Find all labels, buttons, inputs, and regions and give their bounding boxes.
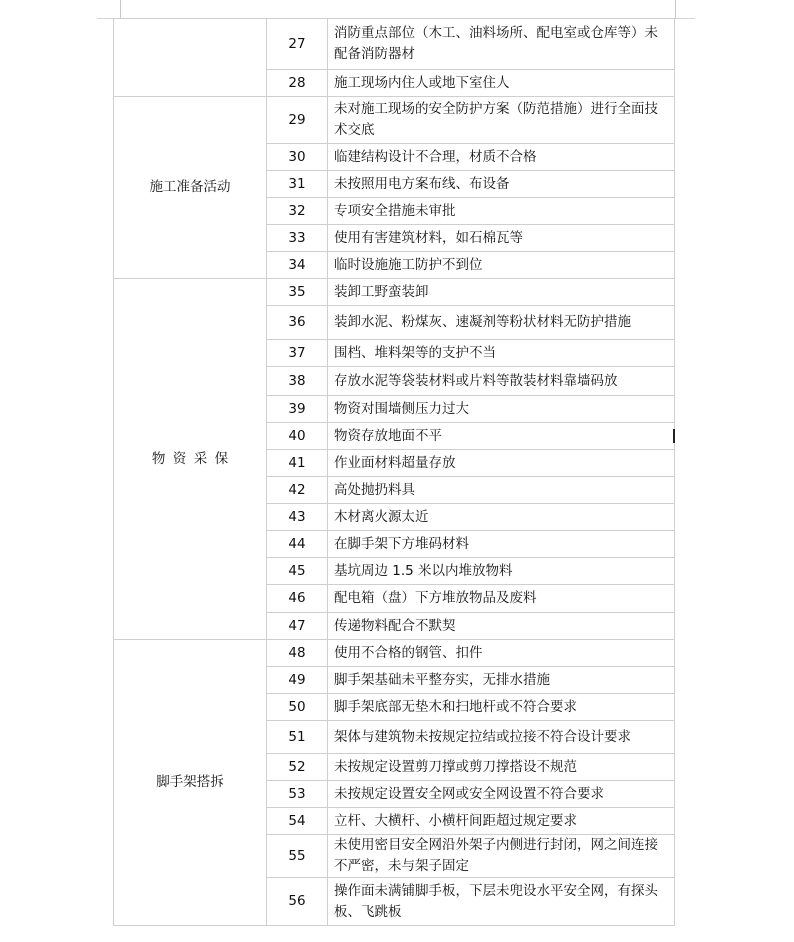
hazard-description: 临时设施施工防护不到位 — [328, 252, 675, 279]
item-number: 55 — [267, 835, 328, 878]
hazard-description: 围档、堆料架等的支护不当 — [328, 340, 675, 367]
hazard-description: 存放水泥等袋装材料或片料等散装材料靠墙码放 — [328, 367, 675, 396]
category-cell — [114, 19, 267, 97]
hazard-description: 配电箱（盘）下方堆放物品及废料 — [328, 585, 675, 613]
item-number: 37 — [267, 340, 328, 367]
hazard-description: 临建结构设计不合理，材质不合格 — [328, 144, 675, 171]
category-cell — [114, 279, 267, 640]
page-margin-mark-right — [675, 0, 676, 19]
hazard-description: 作业面材料超量存放 — [328, 450, 675, 477]
category-cell — [114, 97, 267, 279]
item-number: 46 — [267, 585, 328, 613]
item-number: 40 — [267, 423, 328, 450]
item-number: 48 — [267, 640, 328, 667]
item-number: 29 — [267, 97, 328, 144]
hazard-description: 高处抛扔料具 — [328, 477, 675, 504]
text-cursor — [673, 429, 675, 443]
table-row — [114, 97, 675, 144]
item-number: 28 — [267, 70, 328, 97]
hazard-description: 装卸水泥、粉煤灰、速凝剂等粉状材料无防护措施 — [328, 306, 675, 340]
hazard-description: 施工现场内住人或地下室住人 — [328, 70, 675, 97]
page-margin-mark-left — [120, 0, 121, 19]
item-number: 33 — [267, 225, 328, 252]
item-number: 49 — [267, 667, 328, 694]
hazard-description: 在脚手架下方堆码材料 — [328, 531, 675, 558]
hazard-description: 操作面未满铺脚手板，下层未兜设水平安全网，有探头板、飞跳板 — [328, 878, 675, 926]
hazard-description: 消防重点部位（木工、油料场所、配电室或仓库等）未配备消防器材 — [328, 19, 675, 70]
hazard-description: 未按规定设置剪刀撑或剪刀撑搭设不规范 — [328, 754, 675, 781]
hazard-description: 专项安全措施未审批 — [328, 198, 675, 225]
hazard-description: 未按照用电方案布线、布设备 — [328, 171, 675, 198]
table-row — [114, 19, 675, 70]
category-label: 脚手架搭拆 — [156, 774, 224, 790]
hazard-description: 基坑周边 1.5 米以内堆放物料 — [328, 558, 675, 585]
hazard-description: 未使用密目安全网沿外架子内侧进行封闭，网之间连接不严密，未与架子固定 — [328, 835, 675, 878]
hazard-description: 物资对围墙侧压力过大 — [328, 396, 675, 423]
item-number: 32 — [267, 198, 328, 225]
item-number: 43 — [267, 504, 328, 531]
table-row — [114, 640, 675, 667]
item-number: 35 — [267, 279, 328, 306]
hazard-table-body — [114, 19, 675, 926]
hazard-description: 脚手架底部无垫木和扫地杆或不符合要求 — [328, 694, 675, 721]
hazard-table — [113, 18, 675, 926]
hazard-description: 立杆、大横杆、小横杆间距超过规定要求 — [328, 808, 675, 835]
item-number: 52 — [267, 754, 328, 781]
category-label: 施工准备活动 — [149, 179, 231, 195]
hazard-description: 使用不合格的钢管、扣件 — [328, 640, 675, 667]
item-number: 47 — [267, 613, 328, 640]
item-number: 42 — [267, 477, 328, 504]
hazard-description: 未对施工现场的安全防护方案（防范措施）进行全面技术交底 — [328, 97, 675, 144]
hazard-description: 使用有害建筑材料，如石棉瓦等 — [328, 225, 675, 252]
hazard-description: 装卸工野蛮装卸 — [328, 279, 675, 306]
item-number: 50 — [267, 694, 328, 721]
item-number: 51 — [267, 721, 328, 754]
hazard-description: 未按规定设置安全网或安全网设置不符合要求 — [328, 781, 675, 808]
item-number: 44 — [267, 531, 328, 558]
item-number: 54 — [267, 808, 328, 835]
hazard-description: 木材离火源太近 — [328, 504, 675, 531]
category-cell — [114, 640, 267, 926]
item-number: 31 — [267, 171, 328, 198]
item-number: 36 — [267, 306, 328, 340]
item-number: 34 — [267, 252, 328, 279]
item-number: 41 — [267, 450, 328, 477]
item-number: 30 — [267, 144, 328, 171]
hazard-description: 传递物料配合不默契 — [328, 613, 675, 640]
item-number: 53 — [267, 781, 328, 808]
category-label: 物资采保 — [151, 450, 236, 467]
item-number: 27 — [267, 19, 328, 70]
hazard-description: 物资存放地面不平 — [328, 423, 675, 450]
item-number: 45 — [267, 558, 328, 585]
item-number: 38 — [267, 367, 328, 396]
hazard-description: 脚手架基础未平整夯实，无排水措施 — [328, 667, 675, 694]
hazard-description: 架体与建筑物未按规定拉结或拉接不符合设计要求 — [328, 721, 675, 754]
table-row — [114, 279, 675, 306]
item-number: 39 — [267, 396, 328, 423]
item-number: 56 — [267, 878, 328, 926]
